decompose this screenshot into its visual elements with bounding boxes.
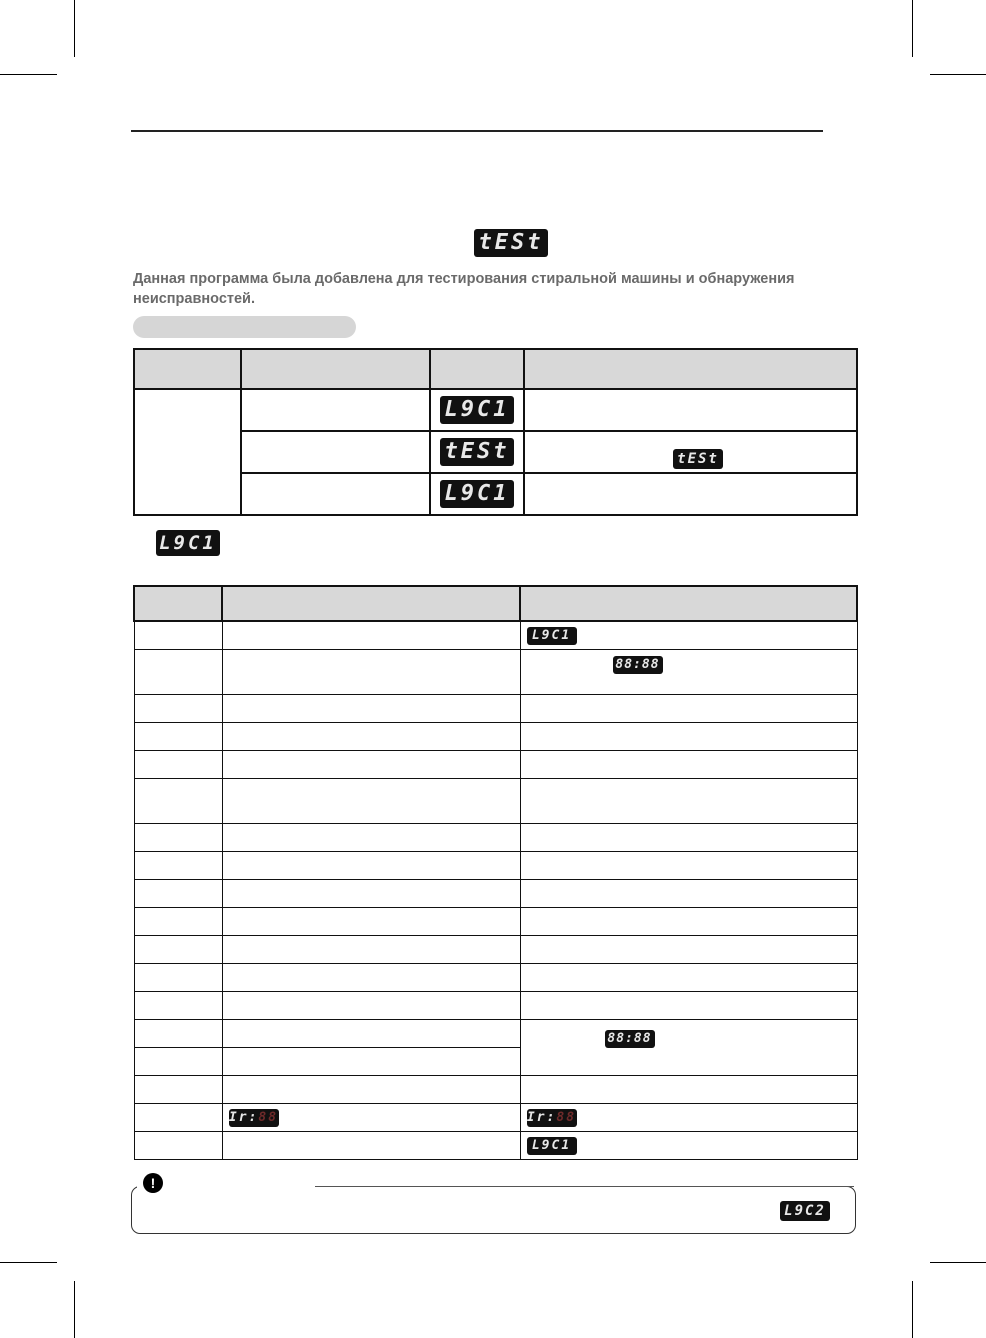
table-row	[134, 935, 857, 963]
l9c1-display: L9C1	[527, 627, 577, 645]
table-cell	[520, 935, 857, 963]
table-cell	[222, 823, 520, 851]
table-cell	[524, 431, 857, 473]
table-cell	[134, 1047, 222, 1075]
header-cell	[134, 586, 222, 621]
section-heading-bar	[133, 316, 356, 338]
ir-digits: 88	[258, 1109, 279, 1125]
table-cell	[241, 473, 430, 515]
table-cell	[222, 1103, 520, 1131]
table-cell	[222, 750, 520, 778]
table-cell	[222, 649, 520, 694]
table-cell	[520, 907, 857, 935]
crop-mark	[0, 74, 57, 75]
test-display-header: tESt	[474, 229, 548, 257]
table-header-row	[134, 349, 857, 389]
table-cell	[222, 722, 520, 750]
test-display-inline: tESt	[673, 449, 723, 469]
table-cell	[520, 823, 857, 851]
table-cell	[222, 1019, 520, 1047]
table-cell	[134, 694, 222, 722]
table-row	[134, 1075, 857, 1103]
crop-mark	[912, 0, 913, 57]
table-cell	[134, 389, 241, 515]
table-cell	[134, 823, 222, 851]
table-cell	[134, 907, 222, 935]
table-cell	[520, 621, 857, 649]
table-cell	[520, 750, 857, 778]
table-cell	[134, 991, 222, 1019]
table-cell	[520, 1103, 857, 1131]
header-cell	[524, 349, 857, 389]
test-display: tESt	[440, 438, 514, 466]
table-cell	[222, 778, 520, 823]
crop-mark	[74, 0, 75, 57]
table-cell	[134, 722, 222, 750]
table-row	[134, 750, 857, 778]
table-row	[134, 649, 857, 694]
table-row	[134, 1019, 857, 1047]
table-cell	[520, 649, 857, 694]
ir-display	[229, 1109, 279, 1127]
note-box	[131, 1186, 856, 1234]
clock-display: 88:88	[605, 1030, 655, 1048]
table-cell	[520, 778, 857, 823]
table-row	[134, 722, 857, 750]
table-row	[134, 473, 857, 515]
table-row	[134, 823, 857, 851]
table-cell	[222, 907, 520, 935]
table-cell	[241, 431, 430, 473]
table-cell	[134, 778, 222, 823]
table-cell	[134, 963, 222, 991]
table-cell	[222, 991, 520, 1019]
table-row	[134, 1103, 857, 1131]
table-cell	[134, 879, 222, 907]
table-cell	[524, 473, 857, 515]
table-cell	[520, 722, 857, 750]
table-row	[134, 907, 857, 935]
note-rule	[315, 1186, 854, 1187]
table-row	[134, 431, 857, 473]
table-cell	[520, 851, 857, 879]
l9c1-display: L9C1	[440, 480, 514, 508]
table-cell	[134, 649, 222, 694]
table-cell	[241, 389, 430, 431]
header-cell	[520, 586, 857, 621]
table-cell	[524, 389, 857, 431]
crop-mark	[930, 1262, 986, 1263]
table-cell	[222, 935, 520, 963]
header-rule	[131, 130, 823, 132]
table-cell	[134, 935, 222, 963]
table-header-row	[134, 586, 857, 621]
table-cell	[222, 1131, 520, 1159]
table-cell	[134, 750, 222, 778]
table-row	[134, 991, 857, 1019]
table-cell	[520, 694, 857, 722]
ir-display	[527, 1109, 577, 1127]
table-cell	[430, 431, 524, 473]
l9c2-display: L9C2	[780, 1201, 830, 1221]
header-cell	[134, 349, 241, 389]
table-row	[134, 778, 857, 823]
table-row	[134, 851, 857, 879]
table-cell	[520, 1131, 857, 1159]
note-label-area	[137, 1180, 315, 1190]
table-cell	[222, 621, 520, 649]
table-cell	[134, 1103, 222, 1131]
table-cell	[222, 879, 520, 907]
table-cell	[222, 694, 520, 722]
table-cell	[222, 1075, 520, 1103]
table-row	[134, 963, 857, 991]
l9c1-display: L9C1	[527, 1137, 577, 1155]
header-cell	[222, 586, 520, 621]
crop-mark	[912, 1281, 913, 1338]
table-cell	[134, 851, 222, 879]
table-cell	[134, 1131, 222, 1159]
test-steps-table	[133, 585, 858, 1160]
table-cell	[222, 851, 520, 879]
table-cell	[430, 473, 524, 515]
header-cell	[241, 349, 430, 389]
table-cell	[520, 1075, 857, 1103]
header-cell	[430, 349, 524, 389]
table-cell	[134, 1075, 222, 1103]
table-row	[134, 621, 857, 649]
ir-prefix: Ir:	[526, 1109, 557, 1125]
table-row	[134, 1131, 857, 1159]
table-cell	[520, 1019, 857, 1075]
table-cell	[520, 991, 857, 1019]
table-cell	[222, 1047, 520, 1075]
ir-digits: 88	[556, 1109, 577, 1125]
l9c1-display: L9C1	[440, 396, 514, 424]
crop-mark	[74, 1281, 75, 1338]
table-cell	[134, 621, 222, 649]
table-cell	[134, 1019, 222, 1047]
table-cell	[430, 389, 524, 431]
exclamation-icon: !	[143, 1173, 163, 1193]
ir-prefix: Ir:	[228, 1109, 259, 1125]
table-cell	[222, 963, 520, 991]
test-mode-table	[133, 348, 858, 516]
table-cell	[520, 879, 857, 907]
table-row	[134, 694, 857, 722]
l9c1-display-standalone: L9C1	[156, 530, 220, 556]
clock-display: 88:88	[613, 656, 663, 674]
table-row	[134, 879, 857, 907]
crop-mark	[930, 74, 986, 75]
crop-mark	[0, 1262, 57, 1263]
intro-text: Данная программа была добавлена для тестирования стиральной машины и обнаружения неисправностей.	[133, 271, 795, 307]
table-cell	[520, 963, 857, 991]
table-row	[134, 389, 857, 431]
